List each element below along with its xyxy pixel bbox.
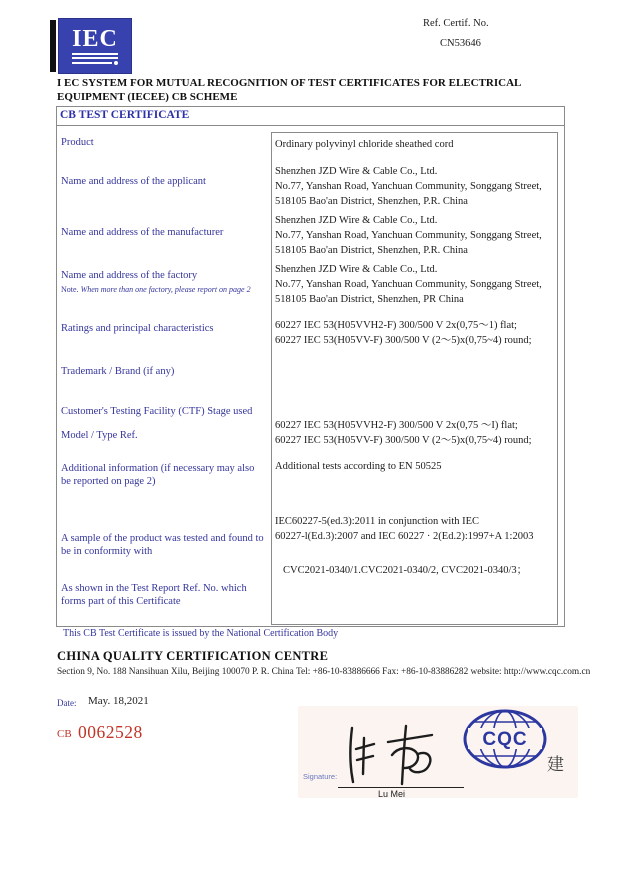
label-ctf-stage: Customer's Testing Facility (CTF) Stage used <box>61 406 253 417</box>
iec-logo-spine <box>50 20 56 72</box>
stamp-character: 建 <box>547 755 564 774</box>
value-product: Ordinary polyvinyl chloride sheathed cord <box>275 139 454 150</box>
ncb-address: Section 9, No. 188 Nansihuan Xilu, Beijing 100070 P. R. China Tel: +86-10-83886666 Fax: +86-10-83886282 website: http://www.cqc.com.cn <box>57 667 591 677</box>
factory-note <box>61 285 271 294</box>
value-manufacturer: Shenzhen JZD Wire & Cable Co., Ltd. No.77, Yanshan Road, Yanchuan Community, Songgang Street, 518105 Bao'an District, Shenzhen, P.R. China <box>275 215 542 256</box>
cqc-logo <box>462 708 548 770</box>
label-applicant: Name and address of the applicant <box>61 176 206 187</box>
cb-certificate-number: 0062528 <box>78 722 143 742</box>
cb-prefix: CB <box>57 728 72 740</box>
ref-certif-no-value: CN53646 <box>440 38 481 49</box>
label-test-report-ref: As shown in the Test Report Ref. No. which forms part of this Certificate <box>61 583 247 607</box>
iec-logo-line-short <box>72 62 112 64</box>
iec-logo <box>50 18 133 72</box>
cqc-logo-text: CQC <box>482 729 528 750</box>
label-additional-info: Additional information (if necessary may also be reported on page 2) <box>61 463 255 487</box>
date-label: Date: <box>57 698 77 708</box>
iec-logo-line <box>72 57 118 59</box>
value-additional-info: Additional tests according to EN 50525 <box>275 461 442 472</box>
label-ratings: Ratings and principal characteristics <box>61 323 214 334</box>
label-manufacturer: Name and address of the manufacturer <box>61 227 224 238</box>
iec-logo-line <box>72 61 118 65</box>
value-test-report-ref: CVC2021-0340/1.CVC2021-0340/2, CVC2021-0340/3； <box>283 565 528 576</box>
signature-label: Signature: <box>303 772 338 781</box>
label-sample-conformity: A sample of the product was tested and found to be in conformity with <box>61 533 264 557</box>
date-value: May. 18,2021 <box>88 695 149 707</box>
iec-logo-lines <box>72 53 118 65</box>
scheme-title: I EC SYSTEM FOR MUTUAL RECOGNITION OF TEST CERTIFICATES FOR ELECTRICAL EQUIPMENT (IECEE) CB SCHEME <box>57 77 521 103</box>
label-model-type-ref: Model / Type Ref. <box>61 430 138 441</box>
label-product: Product <box>61 137 94 148</box>
iec-logo-dot <box>114 61 118 65</box>
iec-logo-line <box>72 53 118 55</box>
label-trademark: Trademark / Brand (if any) <box>61 366 175 377</box>
iec-logo-box <box>58 18 132 74</box>
value-applicant: Shenzhen JZD Wire & Cable Co., Ltd. No.77, Yanshan Road, Yanchuan Community, Songgang Street, 518105 Bao'an District, Shenzhen, P.R. China <box>275 166 542 207</box>
certificate-table <box>56 106 565 627</box>
issued-by-statement: This CB Test Certificate is issued by the National Certification Body <box>63 628 339 639</box>
factory-note-text: When more than one factory, please report on page 2 <box>80 285 251 294</box>
value-ratings: 60227 IEC 53(H05VVH2-F) 300/500 V 2x(0,75〜1) flat; 60227 IEC 53(H05VV-F) 300/500 V (2〜5)x(0,75~4) round; <box>275 320 532 346</box>
factory-note-prefix: Note. <box>61 285 81 294</box>
value-model-type-ref: 60227 IEC 53(H05VVH2-F) 300/500 V 2x(0,75 〜I) flat; 60227 IEC 53(H05VV-F) 300/500 V (2〜5)x(0,75~4) round; <box>275 420 532 446</box>
signatory-name: Lu Mei <box>378 789 406 799</box>
ncb-name: CHINA QUALITY CERTIFICATION CENTRE <box>57 649 329 663</box>
iec-logo-text: IEC <box>72 25 118 52</box>
certificate-title-rule <box>57 125 564 126</box>
ref-certif-no-label: Ref. Certif. No. <box>423 18 489 29</box>
label-factory: Name and address of the factory <box>61 270 198 281</box>
certificate-title: CB TEST CERTIFICATE <box>60 109 190 121</box>
value-sample-conformity: IEC60227-5(ed.3):2011 in conjunction with IEC 60227-l(Ed.3):2007 and IEC 60227 · 2(Ed.2):1997+A 1:2003 <box>275 516 534 542</box>
handwritten-signature <box>340 722 455 788</box>
value-factory: Shenzhen JZD Wire & Cable Co., Ltd. No.77, Yanshan Road, Yanchuan Community, Songgang Street, 518105 Bao'an District, Shenzhen, PR China <box>275 264 542 305</box>
signature-line <box>338 787 464 788</box>
